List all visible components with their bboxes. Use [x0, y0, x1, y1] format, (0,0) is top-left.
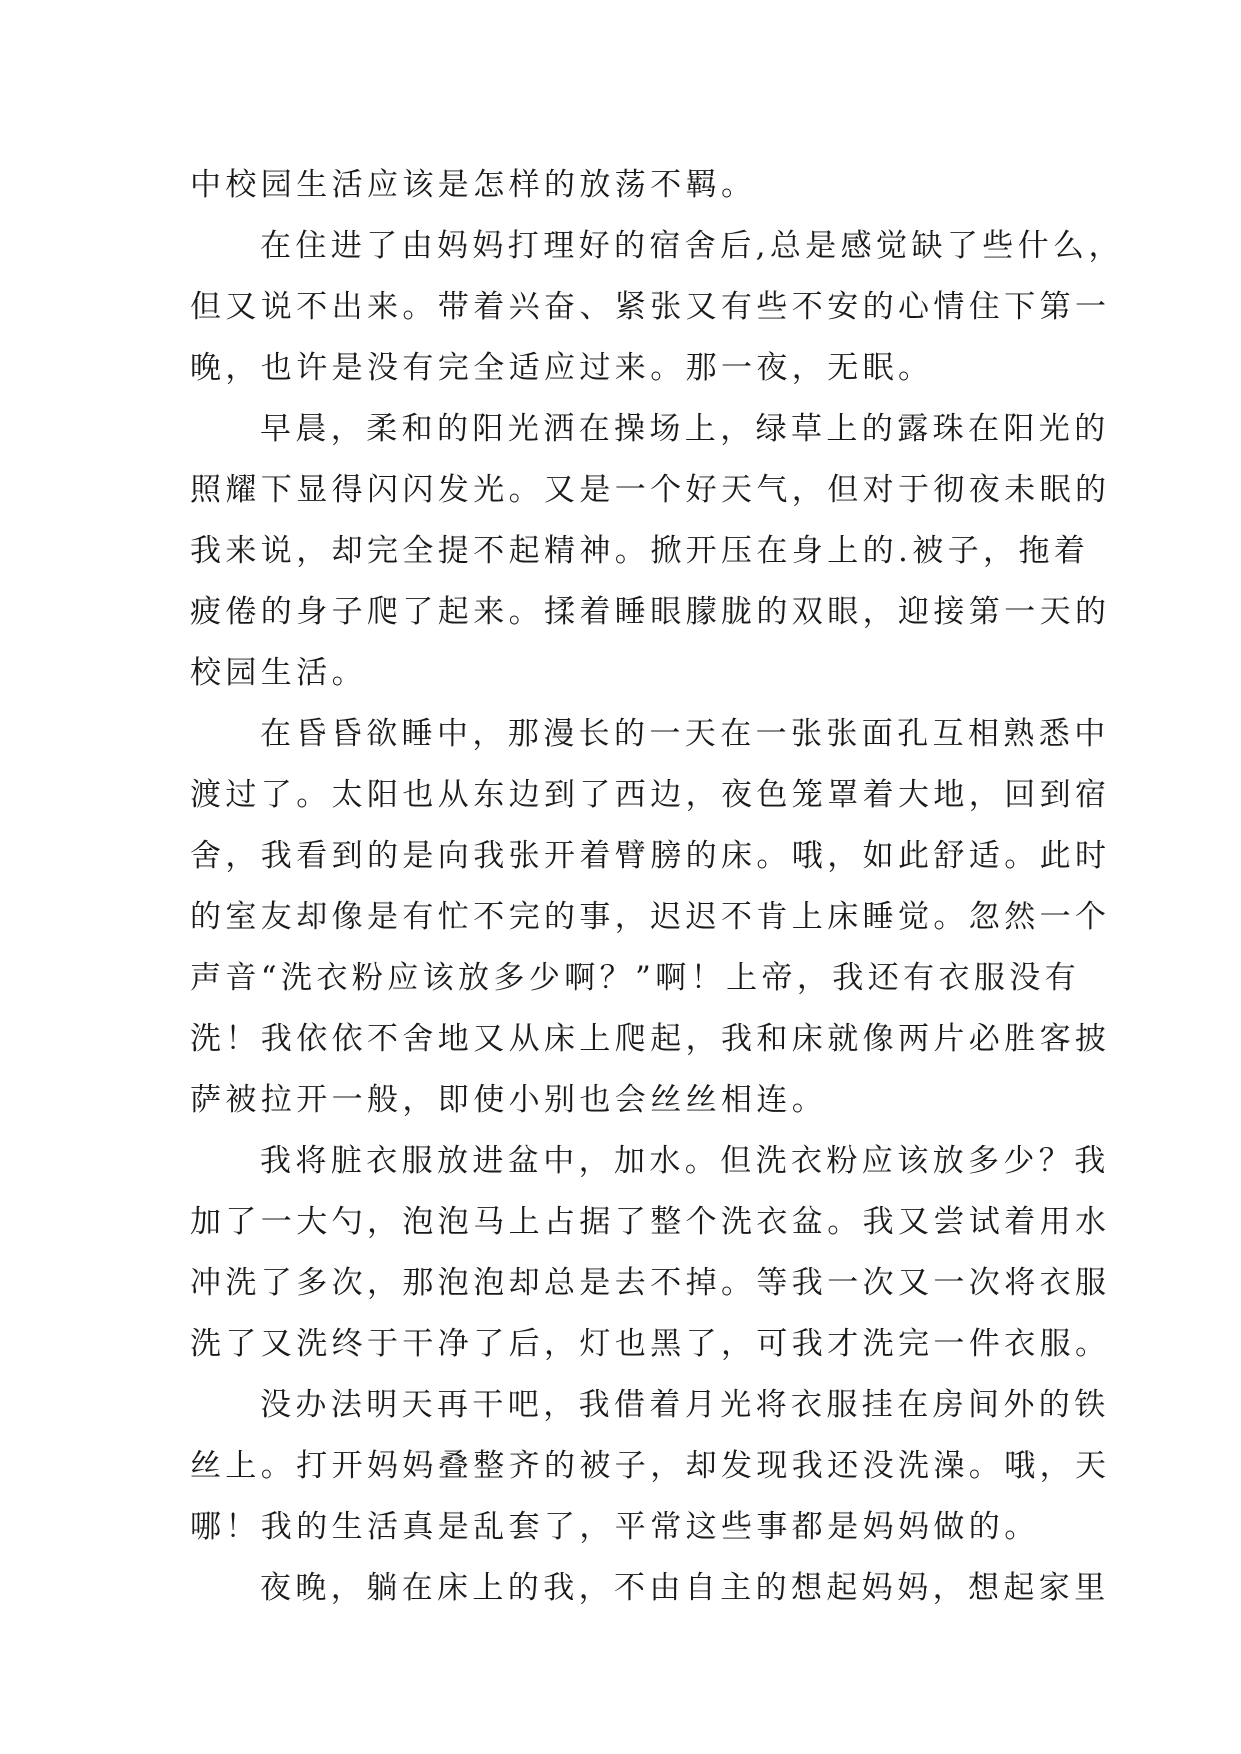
text-line: 中校园生活应该是怎样的放荡不羁。 — [190, 167, 757, 203]
text-line: 我将脏衣服放进盆中，加水。但洗衣粉应该放多少？我 — [260, 1143, 1110, 1179]
text-line: 洗了又洗终于干净了后，灯也黑了，可我才洗完一件衣服。 — [190, 1326, 1111, 1362]
text-line: 的室友却像是有忙不完的事，迟迟不肯上床睡觉。忽然一个 — [190, 899, 1111, 935]
text-line: 但又说不出来。带着兴奋、紧张又有些不安的心情住下第一 — [190, 289, 1111, 325]
text-line: 萨被拉开一般，即使小别也会丝丝相连。 — [190, 1082, 828, 1118]
body-text — [190, 155, 1124, 1619]
text-line: 照耀下显得闪闪发光。又是一个好天气，但对于彻夜未眠的 — [190, 472, 1111, 508]
text-line: 渡过了。太阳也从东边到了西边，夜色笼罩着大地，回到宿 — [190, 777, 1111, 813]
text-line: 在住进了由妈妈打理好的宿舍后,总是感觉缺了些什么， — [260, 228, 1124, 264]
text-line: 加了一大勺，泡泡马上占据了整个洗衣盆。我又尝试着用水 — [190, 1204, 1111, 1240]
text-line: 没办法明天再干吧，我借着月光将衣服挂在房间外的铁 — [260, 1387, 1110, 1423]
text-line: 疲倦的身子爬了起来。揉着睡眼朦胧的双眼，迎接第一天的 — [190, 594, 1111, 630]
text-line: 舍，我看到的是向我张开着臂膀的床。哦，如此舒适。此时 — [190, 838, 1111, 874]
text-line: 夜晚，躺在床上的我，不由自主的想起妈妈，想起家里 — [260, 1570, 1110, 1606]
text-line: 晚，也许是没有完全适应过来。那一夜，无眠。 — [190, 350, 934, 386]
text-line: 哪！我的生活真是乱套了，平常这些事都是妈妈做的。 — [190, 1509, 1040, 1545]
text-line: 在昏昏欲睡中，那漫长的一天在一张张面孔互相熟悉中 — [260, 716, 1110, 752]
text-line: 丝上。打开妈妈叠整齐的被子，却发现我还没洗澡。哦，天 — [190, 1448, 1111, 1484]
text-line: 洗！我依依不舍地又从床上爬起，我和床就像两片必胜客披 — [190, 1021, 1111, 1057]
text-line: 冲洗了多次，那泡泡却总是去不掉。等我一次又一次将衣服 — [190, 1265, 1111, 1301]
text-line: 校园生活。 — [190, 655, 367, 691]
text-line: 声音“洗衣粉应该放多少啊？”啊！上帝，我还有衣服没有 — [190, 960, 1081, 996]
text-line: 我来说，却完全提不起精神。掀开压在身上的.被子，拖着 — [190, 533, 1090, 569]
text-line: 早晨，柔和的阳光洒在操场上，绿草上的露珠在阳光的 — [260, 411, 1110, 447]
